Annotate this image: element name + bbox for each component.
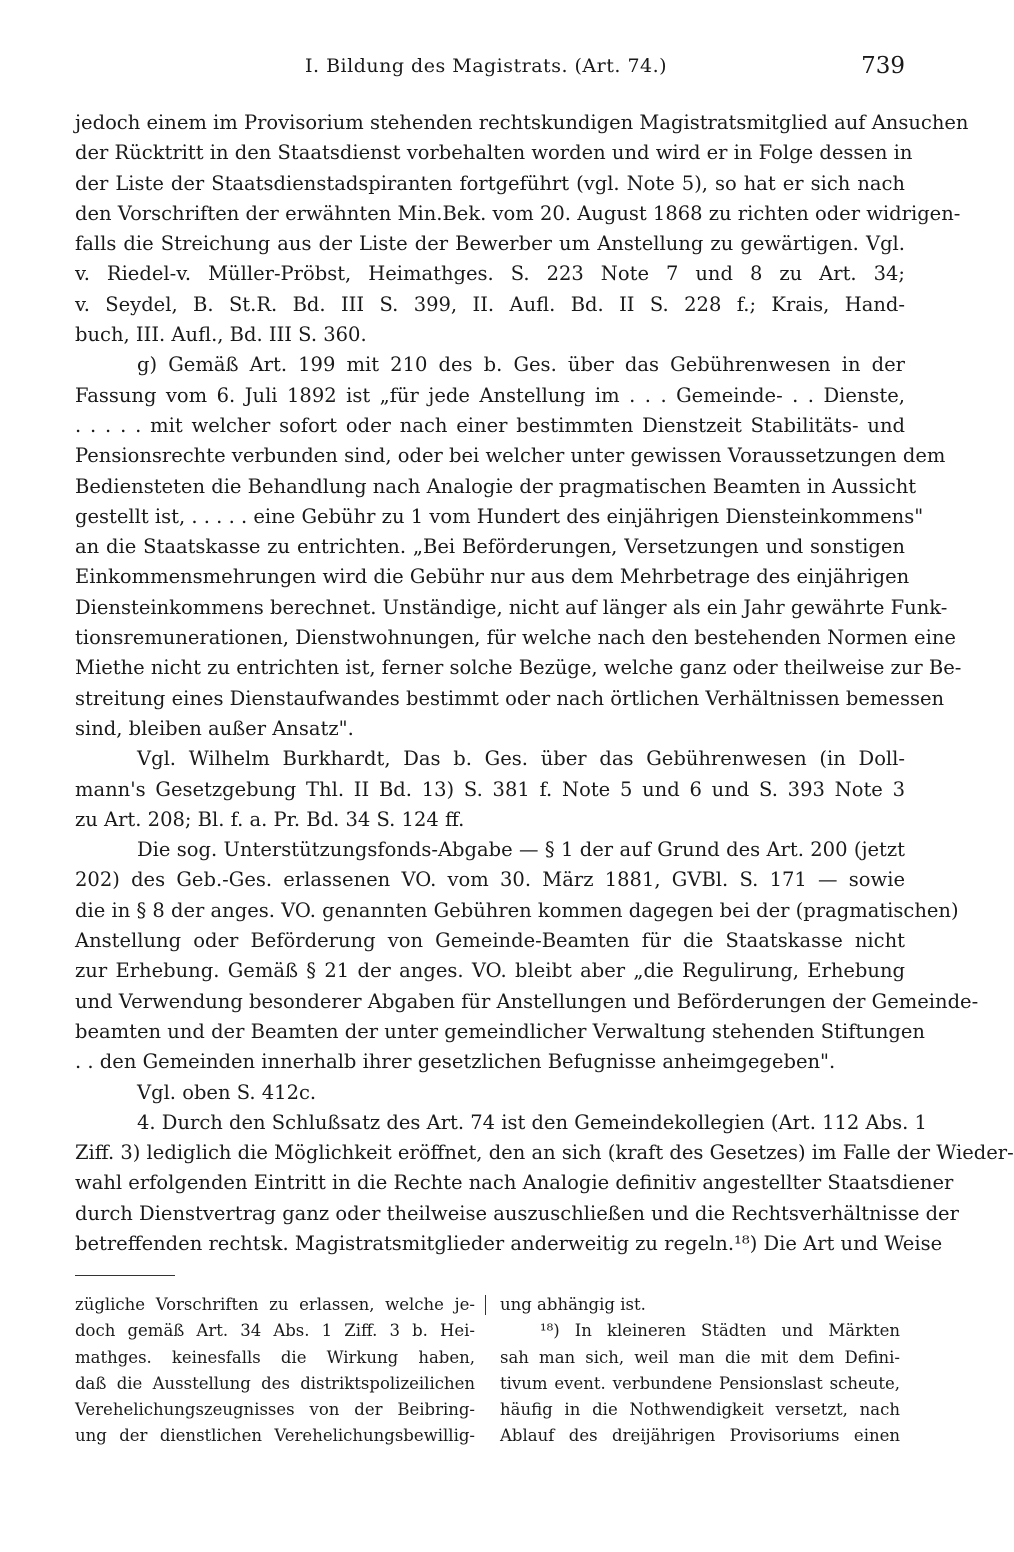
text-line: die in § 8 der anges. VO. genannten Gebühren kommen dagegen bei der (pragmatischen)	[75, 898, 959, 922]
text-line: der Liste der Staatsdienstadspiranten fortgeführt (vgl. Note 5), so hat er sich nach	[75, 171, 905, 195]
footnote-line: ¹⁸) In kleineren Städten und Märkten	[540, 1321, 900, 1341]
page-header	[75, 55, 905, 89]
footnote-rule	[75, 1275, 175, 1276]
text-line: Vgl. oben S. 412c.	[137, 1080, 317, 1104]
text-line: Vgl. Wilhelm Burkhardt, Das b. Ges. über das Gebührenwesen (in Doll-	[137, 747, 905, 771]
text-line: Pensionsrechte verbunden sind, oder bei welcher unter gewissen Voraussetzungen dem	[75, 444, 946, 468]
text-line: 202) des Geb.-Ges. erlassenen VO. vom 30. März 1881, GVBl. S. 171 — sowie	[75, 868, 905, 892]
footnote-line: häufig in die Nothwendigkeit versetzt, nach	[500, 1400, 900, 1420]
footnote-line: Verehelichungszeugnisses von der Beibring-	[75, 1400, 475, 1420]
footnote-line: ung abhängig ist.	[500, 1295, 646, 1314]
text-line: betreffenden rechtsk. Magistratsmitglieder anderweitig zu regeln.¹⁸) Die Art und Weise	[75, 1231, 943, 1255]
main-text	[75, 108, 1014, 1259]
footnote-line: ung der dienstlichen Verehelichungsbewillig-	[75, 1426, 475, 1446]
text-line: mann's Gesetzgebung Thl. II Bd. 13) S. 381 f. Note 5 und 6 und S. 393 Note 3	[75, 777, 905, 801]
footnote-column-right	[500, 1292, 900, 1450]
text-line: g) Gemäß Art. 199 mit 210 des b. Ges. über das Gebührenwesen in der	[137, 353, 905, 377]
text-line: wahl erfolgenden Eintritt in die Rechte nach Analogie definitiv angestellter Staatsdiener	[75, 1171, 954, 1195]
text-line: jedoch einem im Provisorium stehenden rechtskundigen Magistratsmitglied auf Ansuchen	[75, 111, 969, 134]
text-line: 4. Durch den Schlußsatz des Art. 74 ist den Gemeindekollegien (Art. 112 Abs. 1	[137, 1110, 927, 1134]
text-line: Anstellung oder Beförderung von Gemeinde-Beamten für die Staatskasse nicht	[75, 929, 905, 953]
page-number: 739	[861, 53, 905, 79]
footnote-line: sah man sich, weil man die mit dem Defini-	[500, 1347, 900, 1367]
text-line: gestellt ist, . . . . . eine Gebühr zu 1 vom Hundert des einjährigen Diensteinkommens"	[75, 504, 924, 528]
text-line: durch Dienstvertrag ganz oder theilweise auszuschließen und die Rechtsverhältnisse der	[75, 1201, 959, 1225]
text-line: Fassung vom 6. Juli 1892 ist „für jede Anstellung im . . . Gemeinde- . . Dienste,	[75, 383, 905, 407]
text-line: . . . . . mit welcher sofort oder nach einer bestimmten Dienstzeit Stabilitäts- und	[75, 413, 905, 437]
text-line: streitung eines Dienstaufwandes bestimmt oder nach örtlichen Verhältnissen bemessen	[75, 686, 945, 710]
footnote-column-left	[75, 1292, 475, 1450]
text-line: und Verwendung besonderer Abgaben für Anstellungen und Beförderungen der Gemeinde-	[75, 989, 979, 1013]
text-line: v. Seydel, B. St.R. Bd. III S. 399, II. Aufl. Bd. II S. 228 f.; Krais, Hand-	[75, 292, 905, 316]
text-line: beamten und der Beamten der unter gemeindlicher Verwaltung stehenden Stiftungen	[75, 1019, 925, 1043]
text-line: tionsremunerationen, Dienstwohnungen, für welche nach den bestehenden Normen eine	[75, 626, 956, 650]
text-line: zur Erhebung. Gemäß § 21 der anges. VO. bleibt aber „die Regulirung, Erhebung	[75, 959, 905, 983]
text-line: an die Staatskasse zu entrichten. „Bei Beförderungen, Versetzungen und sonstigen	[75, 535, 905, 559]
footnote-line: zügliche Vorschriften zu erlassen, welche je-	[75, 1295, 475, 1314]
footnote-line: doch gemäß Art. 34 Abs. 1 Ziff. 3 b. Hei-	[75, 1321, 475, 1341]
text-line: Ziff. 3) lediglich die Möglichkeit eröffnet, den an sich (kraft des Gesetzes) im Falle der Wieder-	[75, 1141, 1014, 1165]
text-line: falls die Streichung aus der Liste der Bewerber um Anstellung zu gewärtigen. Vgl.	[75, 232, 905, 256]
footnote-column-divider	[485, 1295, 486, 1315]
text-line: sind, bleiben außer Ansatz".	[75, 716, 354, 740]
text-line: Miethe nicht zu entrichten ist, ferner solche Bezüge, welche ganz oder theilweise zur Be-	[75, 656, 962, 680]
text-line: den Vorschriften der erwähnten Min.Bek. vom 20. August 1868 zu richten oder widrigen-	[75, 201, 961, 225]
footnote-line: mathges. keinesfalls die Wirkung haben,	[75, 1347, 475, 1367]
text-line: . . den Gemeinden innerhalb ihrer gesetzlichen Befugnisse anheimgegeben".	[75, 1050, 836, 1074]
text-line: Einkommensmehrungen wird die Gebühr nur aus dem Mehrbetrage des einjährigen	[75, 565, 910, 589]
text-line: zu Art. 208; Bl. f. a. Pr. Bd. 34 S. 124 ff.	[75, 807, 465, 831]
running-title: I. Bildung des Magistrats. (Art. 74.)	[305, 55, 668, 77]
text-line: Bediensteten die Behandlung nach Analogie der pragmatischen Beamten in Aussicht	[75, 474, 917, 498]
footnote-line: daß die Ausstellung des distriktspolizeilichen	[75, 1373, 475, 1393]
text-line: buch, III. Aufl., Bd. III S. 360.	[75, 323, 367, 347]
text-line: der Rücktritt in den Staatsdienst vorbehalten worden und wird er in Folge dessen in	[75, 141, 913, 165]
text-line: Die sog. Unterstützungsfonds-Abgabe — § 1 der auf Grund des Art. 200 (jetzt	[137, 838, 905, 862]
footnote-line: tivum event. verbundene Pensionslast scheute,	[500, 1373, 900, 1393]
footnote-line: Ablauf des dreijährigen Provisoriums einen	[500, 1426, 900, 1446]
text-line: v. Riedel-v. Müller-Pröbst, Heimathges. S. 223 Note 7 und 8 zu Art. 34;	[75, 262, 905, 286]
text-line: Diensteinkommens berechnet. Unständige, nicht auf länger als ein Jahr gewährte Funk-	[75, 595, 948, 619]
